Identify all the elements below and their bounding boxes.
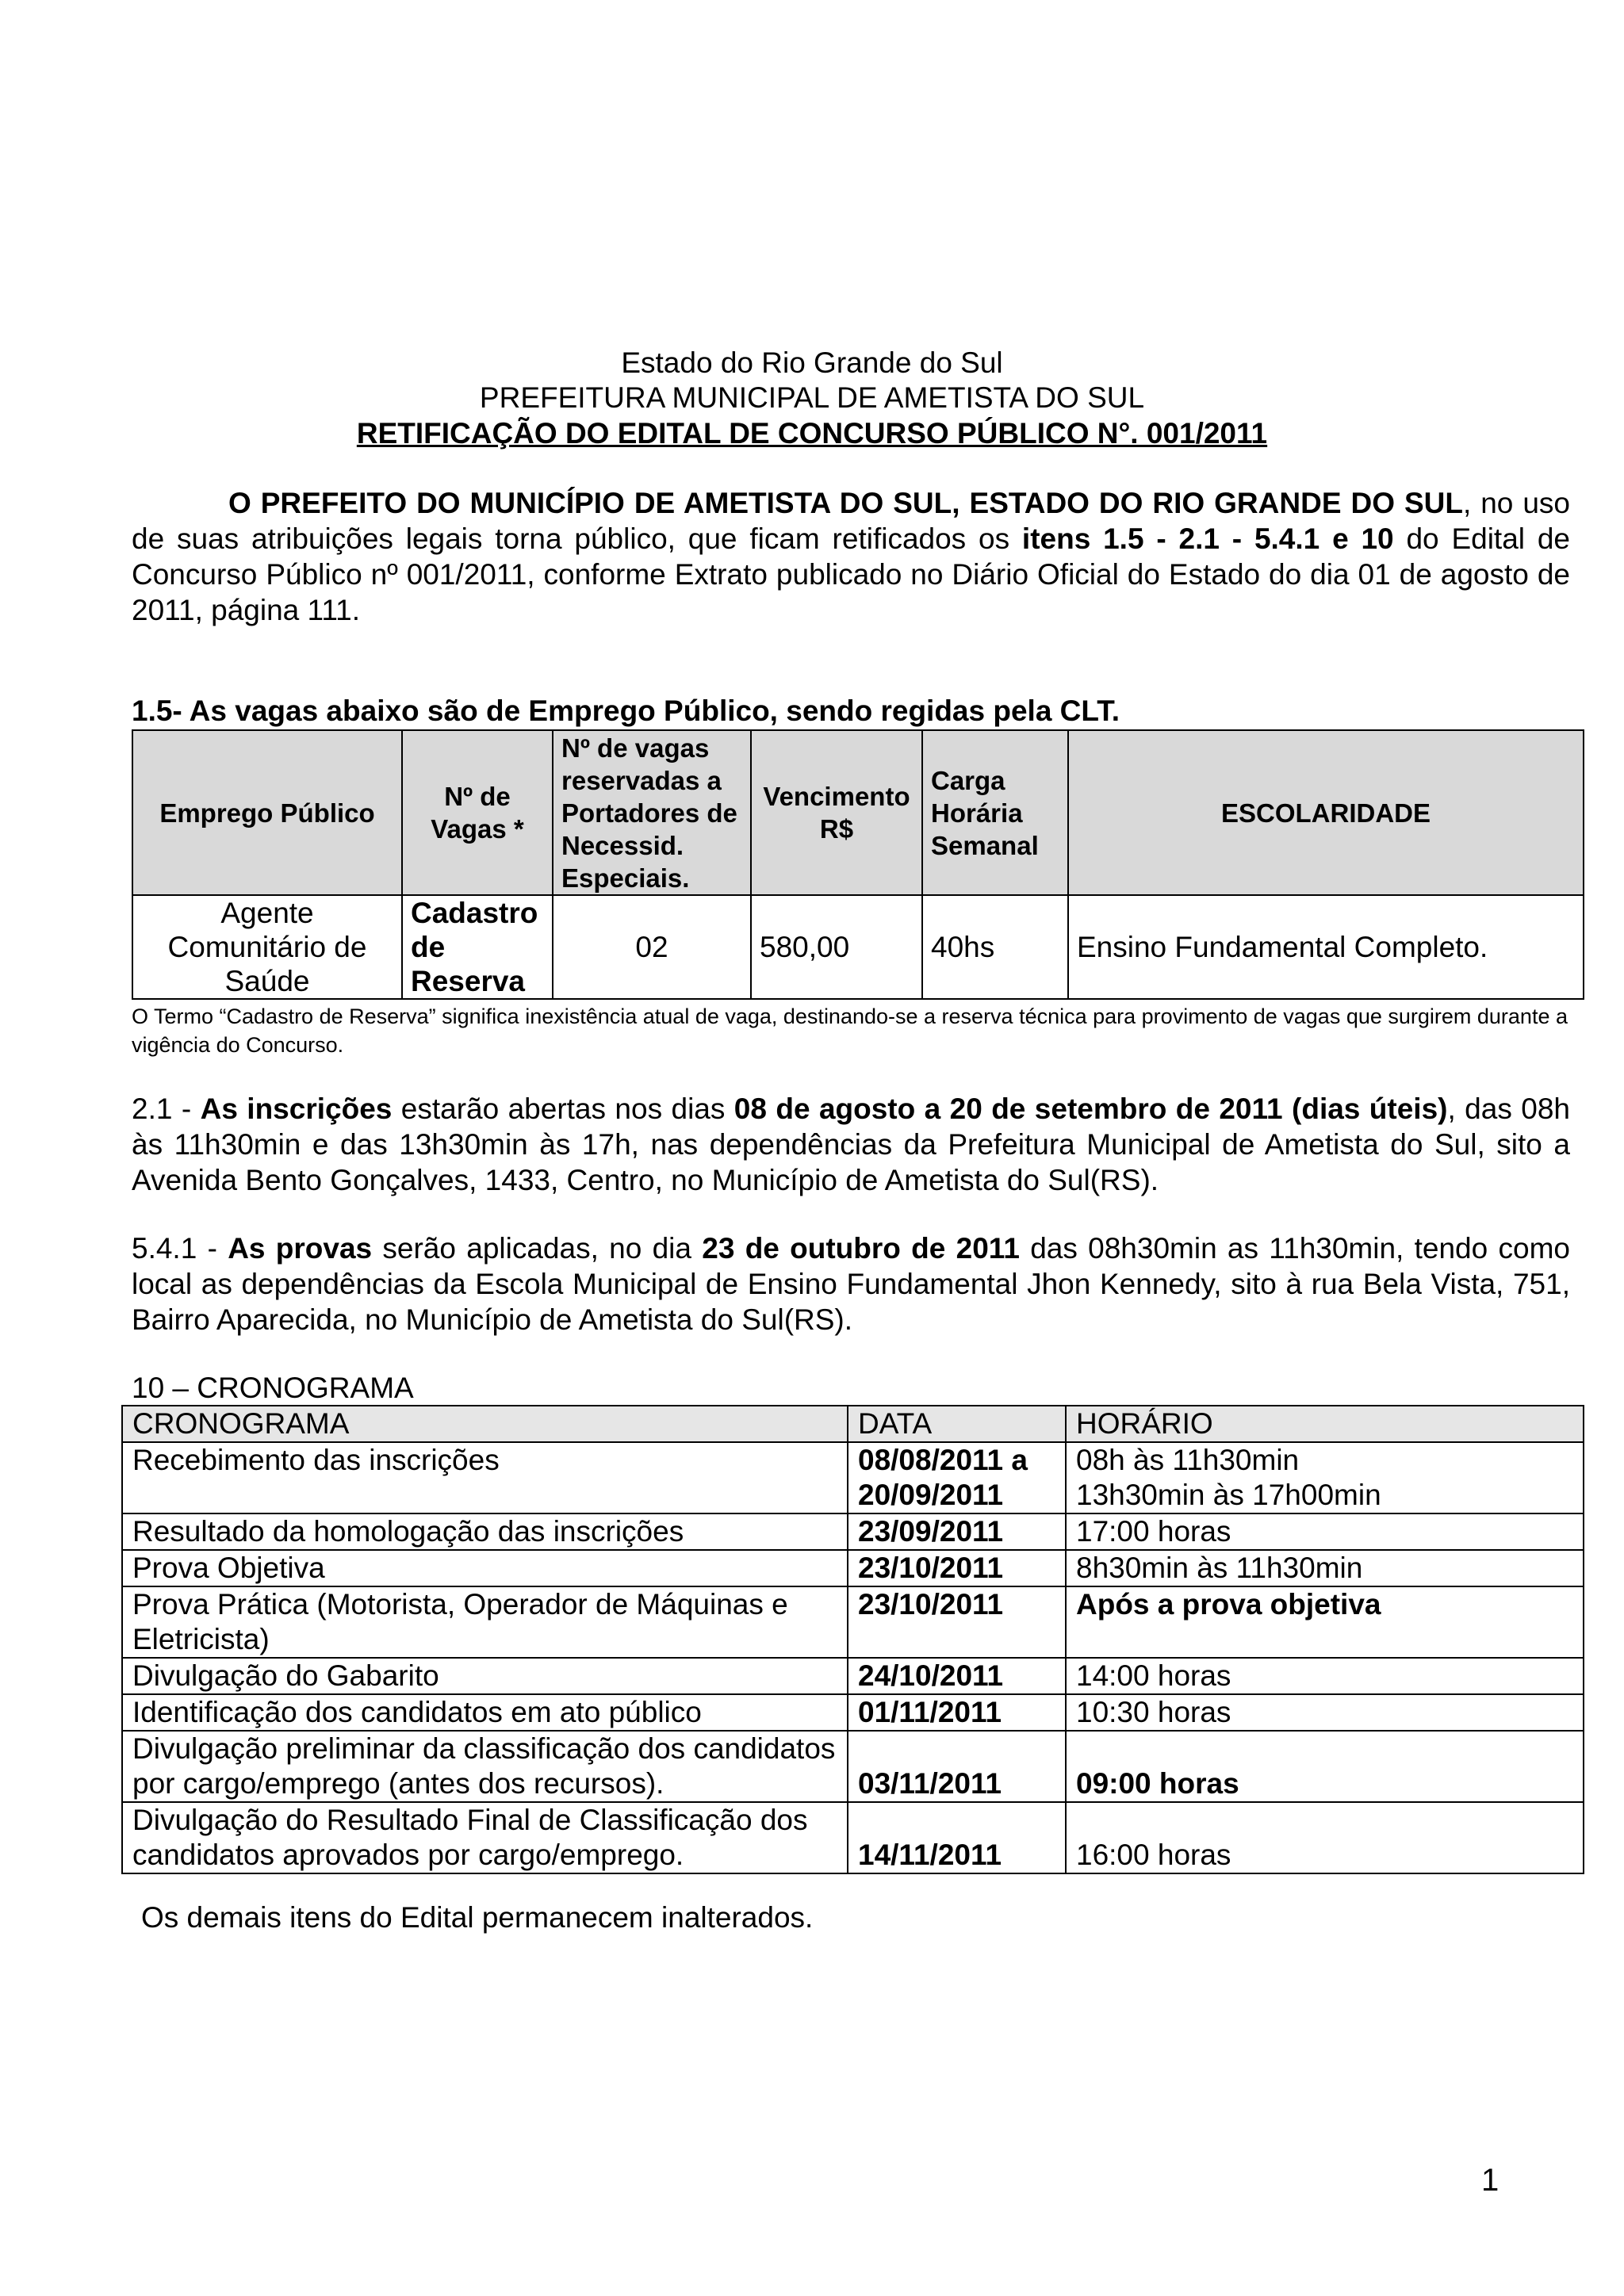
vacancy-table-header <box>132 730 1584 895</box>
schedule-event: Recebimento das inscrições <box>122 1442 848 1513</box>
schedule-time-line1: 08h às 11h30min <box>1076 1444 1300 1476</box>
schedule-row <box>122 1442 1584 1513</box>
schedule-row <box>122 1802 1584 1873</box>
schedule-table <box>121 1405 1584 1874</box>
section-10-title: 10 – CRONOGRAMA <box>132 1372 414 1404</box>
td-reservadas: 02 <box>553 895 751 999</box>
schedule-th-date: DATA <box>848 1406 1066 1442</box>
intro-bold-items: itens 1.5 - 2.1 - 5.4.1 e 10 <box>1021 522 1394 555</box>
schedule-event: Divulgação preliminar da classificação dos candidatos por cargo/emprego (antes dos recursos). <box>122 1731 848 1802</box>
schedule-date: 23/10/2011 <box>848 1586 1066 1658</box>
section-1-5-title: 1.5- As vagas abaixo são de Emprego Público, sendo regidas pela CLT. <box>132 695 1120 727</box>
schedule-event: Identificação dos candidatos em ato público <box>122 1694 848 1731</box>
schedule-time: 09:00 horas <box>1066 1731 1584 1802</box>
schedule-row <box>122 1731 1584 1802</box>
intro-text1: , no uso de suas atribuições legais torna público, que ficam retificados os <box>132 487 1570 555</box>
schedule-date: 01/11/2011 <box>848 1694 1066 1731</box>
td-vencimento: 580,00 <box>751 895 922 999</box>
schedule-time <box>1066 1442 1584 1513</box>
th-vencimento: Vencimento R$ <box>751 730 922 895</box>
td-vagas: Cadastro de Reserva <box>402 895 553 999</box>
schedule-row <box>122 1658 1584 1694</box>
th-emprego: Emprego Público <box>132 730 402 895</box>
schedule-event: Divulgação do Resultado Final de Classificação dos candidatos aprovados por cargo/emprego. <box>122 1802 848 1873</box>
schedule-time: 8h30min às 11h30min <box>1066 1550 1584 1586</box>
schedule-date: 23/10/2011 <box>848 1550 1066 1586</box>
schedule-event: Prova Prática (Motorista, Operador de Máquinas e Eletricista) <box>122 1586 848 1658</box>
schedule-event: Divulgação do Gabarito <box>122 1658 848 1694</box>
closing-text: Os demais itens do Edital permanecem inalterados. <box>141 1901 814 1934</box>
td-escolaridade: Ensino Fundamental Completo. <box>1068 895 1584 999</box>
header-state: Estado do Rio Grande do Sul <box>621 346 1003 379</box>
schedule-time: 16:00 horas <box>1066 1802 1584 1873</box>
schedule-time: Após a prova objetiva <box>1066 1586 1584 1658</box>
schedule-date: 14/11/2011 <box>848 1802 1066 1873</box>
schedule-date: 08/08/2011 a 20/09/2011 <box>848 1442 1066 1513</box>
schedule-event: Resultado da homologação das inscrições <box>122 1513 848 1550</box>
page-number: 1 <box>1481 2163 1500 2198</box>
schedule-header <box>122 1406 1584 1442</box>
vacancy-table-row <box>132 895 1584 999</box>
intro-text2: do Edital de Concurso Público nº 001/2011, conforme Extrato publicado no Diário Oficial do Estado do dia 01 de agosto de 2011, página 111. <box>132 522 1570 626</box>
s21-text2: , das 08h às 11h30min e das 13h30min às 17h, nas dependências da Prefeitura Municipal de Ametista do Sul, sito a Avenida Bento Gonçalves, 1433, Centro, no Município de Ametista do Sul(RS). <box>132 1093 1570 1196</box>
td-carga: 40hs <box>922 895 1068 999</box>
schedule-date: 03/11/2011 <box>848 1731 1066 1802</box>
schedule-row <box>122 1586 1584 1658</box>
schedule-date: 24/10/2011 <box>848 1658 1066 1694</box>
section-5-4-1-paragraph <box>132 1230 1570 1337</box>
th-escolaridade: ESCOLARIDADE <box>1068 730 1584 895</box>
schedule-time-line2: 13h30min às 17h00min <box>1076 1479 1381 1511</box>
th-vagas: Nº de Vagas * <box>402 730 553 895</box>
schedule-th-event: CRONOGRAMA <box>122 1406 848 1442</box>
section-2-1-paragraph <box>132 1091 1570 1198</box>
intro-bold-start: O PREFEITO DO MUNICÍPIO DE AMETISTA DO SUL, ESTADO DO RIO GRANDE DO SUL <box>228 487 1463 519</box>
header-title: RETIFICAÇÃO DO EDITAL DE CONCURSO PÚBLICO N°. 001/2011 <box>356 417 1268 450</box>
s21-text1: estarão abertas nos dias <box>392 1093 734 1125</box>
s21-bold2: 08 de agosto a 20 de setembro de 2011 (dias úteis) <box>733 1093 1448 1125</box>
schedule-row <box>122 1694 1584 1731</box>
s21-num: 2.1 - <box>132 1093 201 1125</box>
schedule-event: Prova Objetiva <box>122 1550 848 1586</box>
th-carga: Carga Horária Semanal <box>922 730 1068 895</box>
td-emprego: Agente Comunitário de Saúde <box>132 895 402 999</box>
s541-text1: serão aplicadas, no dia <box>372 1232 703 1265</box>
schedule-time: 17:00 horas <box>1066 1513 1584 1550</box>
s541-bold1: As provas <box>228 1232 373 1265</box>
th-reservadas: Nº de vagas reservadas a Portadores de Necessid. Especiais. <box>553 730 751 895</box>
schedule-time: 14:00 horas <box>1066 1658 1584 1694</box>
schedule-time: 10:30 horas <box>1066 1694 1584 1731</box>
s541-num: 5.4.1 - <box>132 1232 228 1265</box>
header-prefeitura: PREFEITURA MUNICIPAL DE AMETISTA DO SUL <box>479 381 1145 414</box>
schedule-row <box>122 1513 1584 1550</box>
s541-bold2: 23 de outubro de 2011 <box>702 1232 1020 1265</box>
s21-bold1: As inscrições <box>200 1093 393 1125</box>
schedule-row <box>122 1550 1584 1586</box>
schedule-th-time: HORÁRIO <box>1066 1406 1584 1442</box>
vacancy-table <box>132 729 1584 1000</box>
s541-text2: das 08h30min as 11h30min, tendo como local as dependências da Escola Municipal de Ensino Fundamental Jhon Kennedy, sito à rua Bela Vista, 751, Bairro Aparecida, no Município de Ametista do Sul(RS). <box>132 1232 1570 1336</box>
intro-paragraph <box>132 485 1570 628</box>
schedule-date: 23/09/2011 <box>848 1513 1066 1550</box>
reserve-note: O Termo “Cadastro de Reserva” significa inexistência atual de vaga, destinando-se a reserva técnica para provimento de vagas que surgirem durante a vigência do Concurso. <box>132 1004 1568 1057</box>
